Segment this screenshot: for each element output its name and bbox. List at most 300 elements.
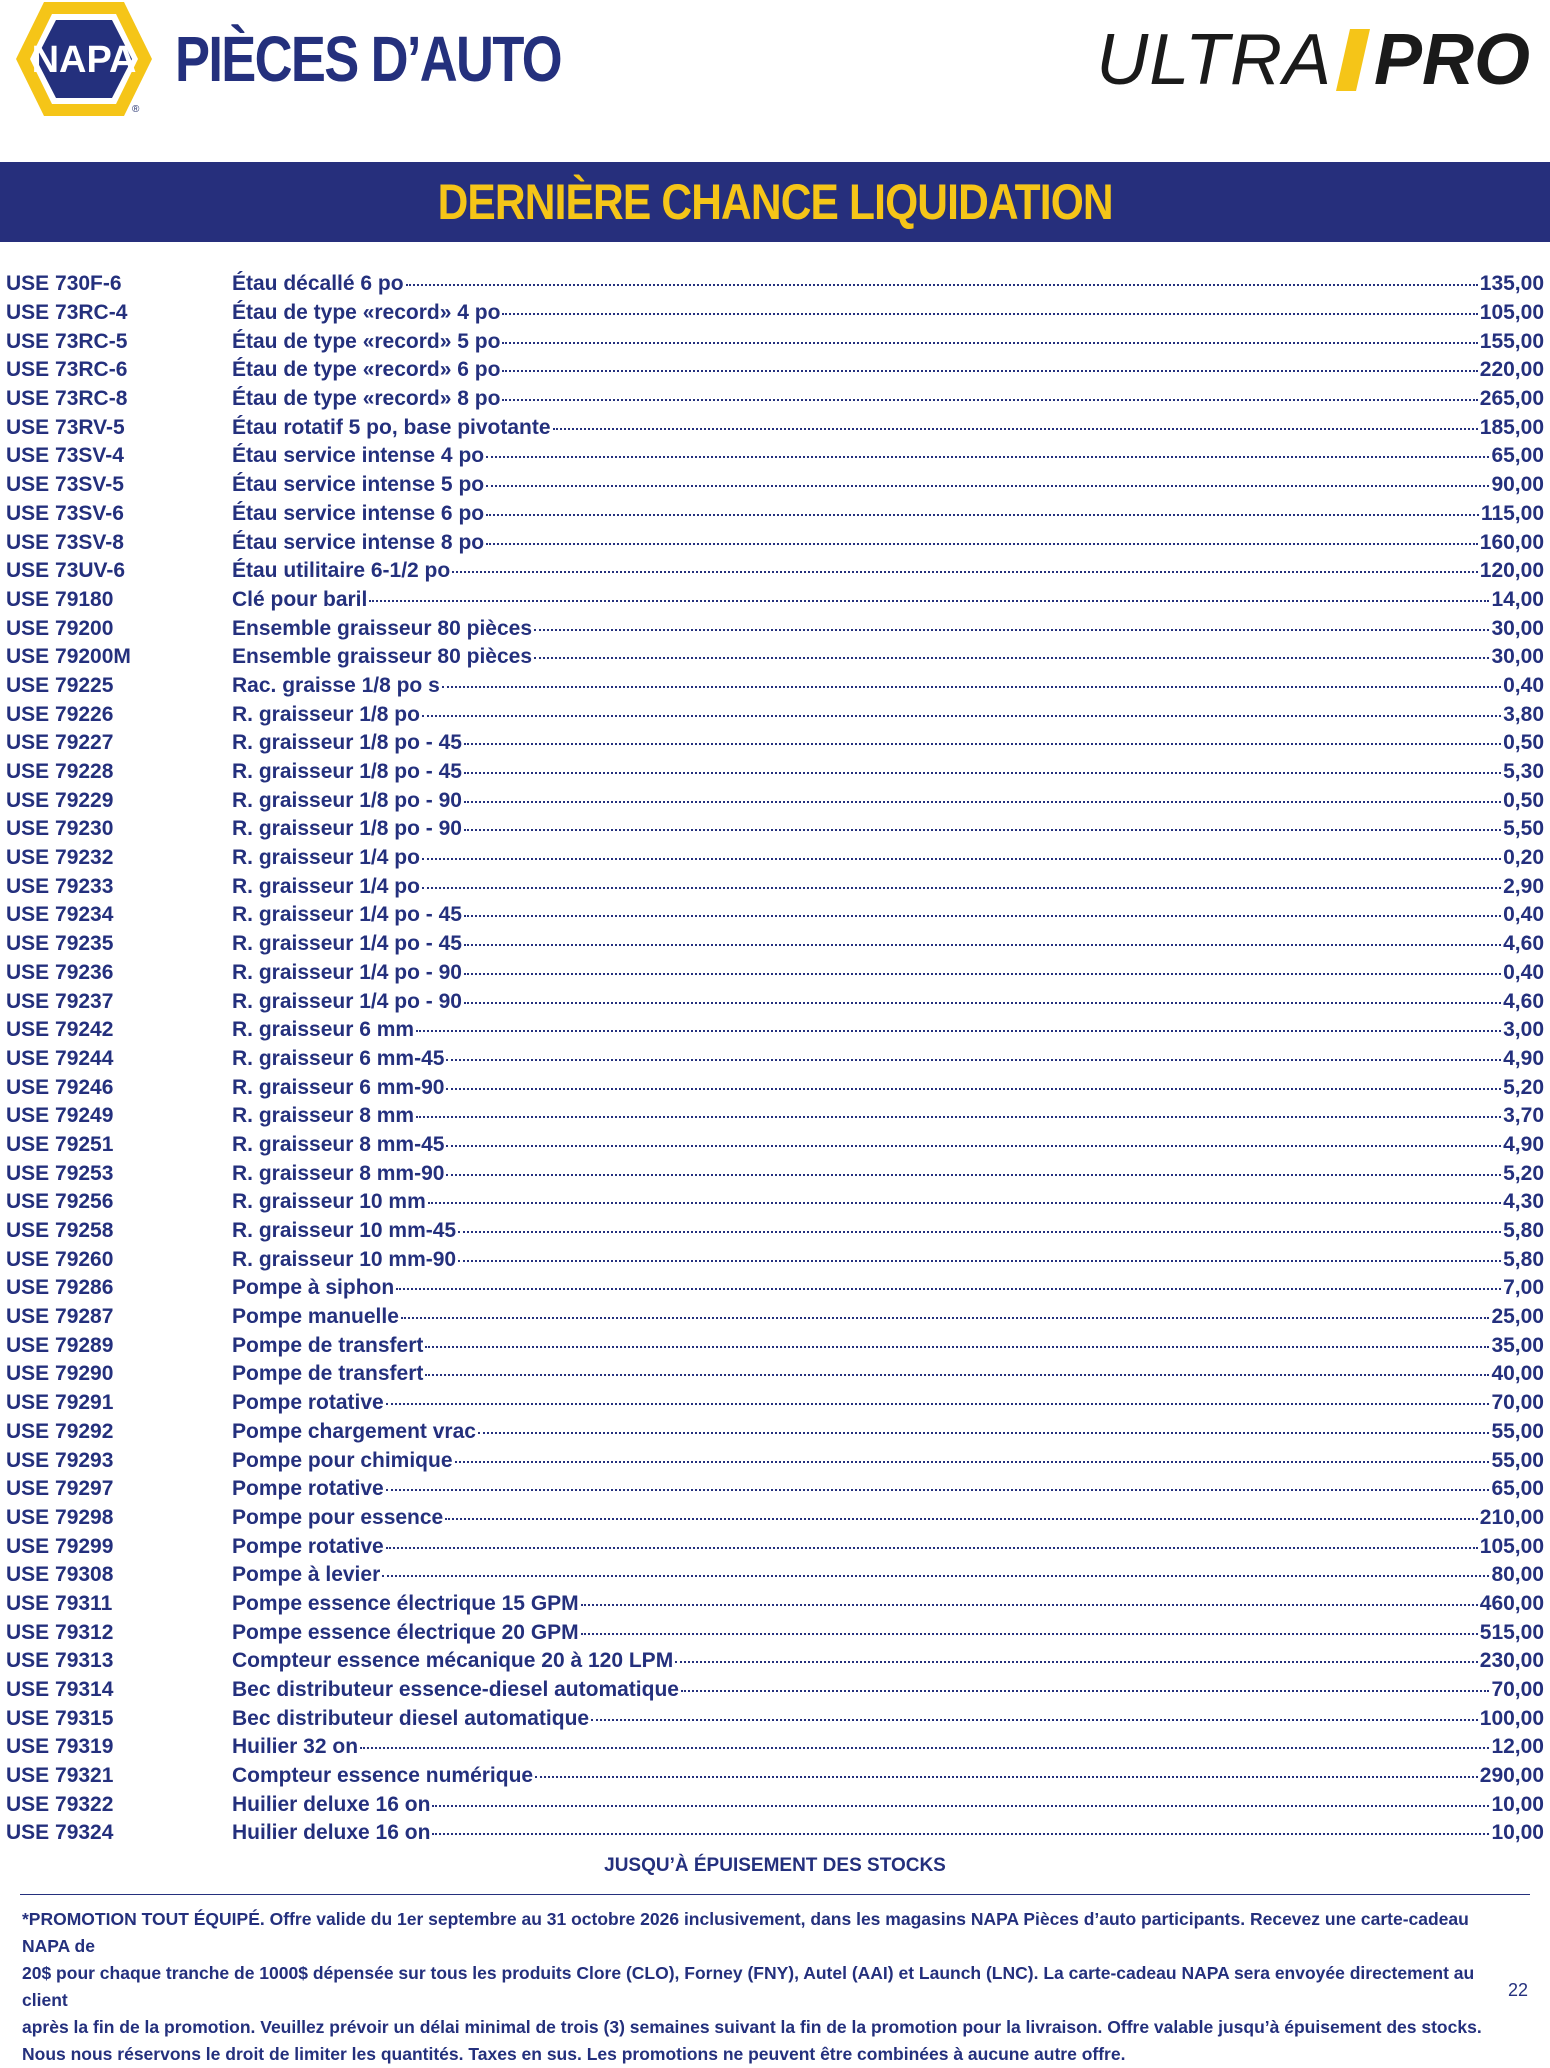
item-price: 4,90 [1503, 1046, 1544, 1070]
item-description: Pompe à siphon [232, 1276, 395, 1300]
item-description-line [232, 875, 1544, 899]
list-item [0, 959, 1550, 988]
ultra-text: ULTRA [1096, 20, 1332, 100]
item-description: Bec distributeur diesel automatique [232, 1706, 590, 1730]
list-item [0, 844, 1550, 873]
item-description-line [232, 1764, 1544, 1788]
item-description-line [232, 932, 1544, 956]
item-description: R. graisseur 8 mm [232, 1104, 415, 1128]
list-item [0, 586, 1550, 615]
list-item [0, 1159, 1550, 1188]
item-description: Pompe pour chimique [232, 1448, 453, 1472]
item-price: 3,00 [1503, 1018, 1544, 1042]
item-description-line [232, 760, 1544, 784]
item-description: R. graisseur 6 mm-45 [232, 1046, 445, 1070]
list-item [0, 1618, 1550, 1647]
list-item [0, 1016, 1550, 1045]
item-description: R. graisseur 1/4 po - 45 [232, 903, 462, 927]
dot-leader [422, 715, 1501, 717]
item-sku: USE 79233 [6, 874, 114, 898]
item-price: 0,40 [1503, 960, 1544, 984]
footnote-line-4: Nous nous réservons le droit de limiter les quantités. Taxes en sus. Les promotions ne peuvent être combinées à aucune autre offre. [22, 2044, 1126, 2064]
list-item [0, 872, 1550, 901]
item-description-line [232, 531, 1544, 555]
ultrapro-logo [1096, 20, 1530, 100]
item-description-line [232, 1391, 1544, 1415]
item-price: 115,00 [1480, 501, 1544, 525]
item-description-line [232, 387, 1544, 411]
dot-leader [486, 485, 1489, 487]
item-description-line [232, 1219, 1544, 1243]
item-description: Étau de type «record» 5 po [232, 329, 501, 353]
item-sku: USE 79235 [6, 932, 114, 956]
item-description: Compteur essence mécanique 20 à 120 LPM [232, 1649, 674, 1673]
item-description: Étau service intense 6 po [232, 501, 485, 525]
item-price: 460,00 [1479, 1591, 1544, 1615]
list-item [0, 1389, 1550, 1418]
item-sku: USE 73UV-6 [6, 559, 126, 583]
dot-leader [464, 801, 1501, 803]
list-item [0, 1676, 1550, 1705]
dot-leader [502, 399, 1477, 401]
item-price: 0,40 [1503, 903, 1544, 927]
list-item [0, 1303, 1550, 1332]
item-description: Huilier deluxe 16 on [232, 1821, 431, 1845]
item-price: 40,00 [1491, 1362, 1544, 1386]
item-price: 12,00 [1491, 1735, 1544, 1759]
item-sku: USE 79180 [6, 587, 114, 611]
list-item [0, 442, 1550, 471]
dot-leader [502, 370, 1477, 372]
footer-divider [20, 1894, 1530, 1895]
item-description-line [232, 1821, 1544, 1845]
list-item [0, 1733, 1550, 1762]
item-sku: USE 79289 [6, 1333, 114, 1357]
dot-leader [458, 1231, 1501, 1233]
item-price: 35,00 [1491, 1333, 1544, 1357]
list-item [0, 1331, 1550, 1360]
item-description: Étau utilitaire 6-1/2 po [232, 559, 451, 583]
item-description: Étau décallé 6 po [232, 272, 404, 296]
item-description: R. graisseur 1/4 po [232, 846, 420, 870]
item-description-line [232, 1649, 1544, 1673]
list-item [0, 815, 1550, 844]
item-price: 265,00 [1479, 387, 1544, 411]
dot-leader [382, 1575, 1489, 1577]
item-description-line [232, 416, 1544, 440]
item-sku: USE 79226 [6, 702, 114, 726]
item-sku: USE 79298 [6, 1505, 114, 1529]
dot-leader [535, 1776, 1478, 1778]
item-price: 155,00 [1479, 329, 1544, 353]
dot-leader [581, 1604, 1478, 1606]
item-description-line [232, 645, 1544, 669]
item-description: Pompe essence électrique 20 GPM [232, 1620, 579, 1644]
item-description: R. graisseur 1/4 po - 90 [232, 989, 462, 1013]
item-sku: USE 73RC-4 [6, 301, 128, 325]
list-item [0, 1790, 1550, 1819]
item-sku: USE 79251 [6, 1132, 114, 1156]
item-sku: USE 79297 [6, 1477, 114, 1501]
item-sku: USE 79230 [6, 817, 114, 841]
dot-leader [581, 1633, 1478, 1635]
item-sku: USE 79225 [6, 673, 114, 697]
dot-leader [401, 1317, 1490, 1319]
item-price: 5,30 [1503, 760, 1544, 784]
item-description-line [232, 588, 1544, 612]
item-description: Bec distributeur essence-diesel automatique [232, 1678, 679, 1702]
item-price: 90,00 [1491, 473, 1544, 497]
item-sku: USE 79287 [6, 1305, 114, 1329]
dot-leader [452, 571, 1478, 573]
item-price: 210,00 [1479, 1505, 1544, 1529]
item-description-line [232, 272, 1544, 296]
footnote-line-2: 20$ pour chaque tranche de 1000$ dépensée sur tous les produits Clore (CLO), Forney (FNY), Autel (AAI) et Launch (LNC). La carte-cadeau NAPA sera envoyée directement au client [22, 1963, 1475, 2010]
item-description: Étau service intense 4 po [232, 444, 485, 468]
list-item [0, 1475, 1550, 1504]
list-item [0, 1504, 1550, 1533]
dot-leader [534, 629, 1489, 631]
dot-leader [464, 915, 1501, 917]
item-description-line [232, 846, 1544, 870]
list-item [0, 1274, 1550, 1303]
page-header [0, 0, 1550, 160]
item-description-line [232, 1133, 1544, 1157]
item-description-line [232, 1563, 1544, 1587]
item-sku: USE 79313 [6, 1649, 114, 1673]
item-sku: USE 79299 [6, 1534, 114, 1558]
item-description-line [232, 990, 1544, 1014]
item-description-line [232, 1362, 1544, 1386]
item-sku: USE 79324 [6, 1821, 114, 1845]
item-description-line [232, 444, 1544, 468]
dot-leader [486, 543, 1478, 545]
dot-leader [681, 1690, 1489, 1692]
list-item [0, 471, 1550, 500]
list-item [0, 1217, 1550, 1246]
item-price: 0,50 [1503, 731, 1544, 755]
item-price: 0,50 [1503, 788, 1544, 812]
item-price: 70,00 [1491, 1678, 1544, 1702]
item-description-line [232, 1162, 1544, 1186]
item-price: 160,00 [1479, 530, 1544, 554]
item-description: R. graisseur 6 mm-90 [232, 1075, 445, 1099]
list-item [0, 1045, 1550, 1074]
item-price: 3,80 [1503, 702, 1544, 726]
list-item [0, 729, 1550, 758]
item-sku: USE 79246 [6, 1075, 114, 1099]
dot-leader [425, 1346, 1489, 1348]
list-item [0, 1245, 1550, 1274]
dot-leader [464, 743, 1501, 745]
pro-text: PRO [1373, 20, 1530, 100]
list-item [0, 1819, 1550, 1848]
list-item [0, 786, 1550, 815]
item-description-line [232, 1707, 1544, 1731]
item-price: 5,80 [1503, 1219, 1544, 1243]
item-description-line [232, 703, 1544, 727]
dot-leader [428, 1202, 1501, 1204]
dot-leader [464, 944, 1501, 946]
item-sku: USE 79290 [6, 1362, 114, 1386]
item-description-line [232, 1477, 1544, 1501]
item-sku: USE 79314 [6, 1678, 114, 1702]
item-price: 3,70 [1503, 1104, 1544, 1128]
item-description: Pompe essence électrique 15 GPM [232, 1591, 579, 1615]
item-description-line [232, 1592, 1544, 1616]
item-price: 30,00 [1491, 645, 1544, 669]
item-sku: USE 73SV-8 [6, 530, 124, 554]
item-sku: USE 79253 [6, 1161, 114, 1185]
item-description-line [232, 961, 1544, 985]
dot-leader [478, 1432, 1490, 1434]
item-description-line [232, 1334, 1544, 1358]
item-description: Pompe de transfert [232, 1362, 424, 1386]
dot-leader [386, 1403, 1490, 1405]
item-description: Étau rotatif 5 po, base pivotante [232, 415, 551, 439]
dot-leader [416, 1116, 1501, 1118]
item-description: R. graisseur 10 mm-45 [232, 1219, 457, 1243]
dot-leader [422, 887, 1501, 889]
page-number: 22 [1507, 1980, 1528, 2000]
item-price: 5,20 [1503, 1161, 1544, 1185]
item-description-line [232, 1104, 1544, 1128]
list-item [0, 1762, 1550, 1791]
item-sku: USE 73SV-4 [6, 444, 124, 468]
item-description: Pompe rotative [232, 1391, 384, 1415]
item-description: Étau de type «record» 6 po [232, 358, 501, 382]
item-sku: USE 79321 [6, 1764, 114, 1788]
footnote-line-1: *PROMOTION TOUT ÉQUIPÉ. Offre valide du 1er septembre au 31 octobre 2026 inclusivement, dans les magasins NAPA Pièces d’auto participants. Recevez une carte-cadeau NAPA de [22, 1909, 1469, 1956]
item-description-line [232, 301, 1544, 325]
item-description-line [232, 674, 1544, 698]
promo-footnote [22, 1906, 1502, 2068]
item-sku: USE 79200 [6, 616, 114, 640]
item-description-line [232, 502, 1544, 526]
item-sku: USE 730F-6 [6, 272, 122, 296]
registered-mark: ® [132, 104, 140, 115]
list-item [0, 327, 1550, 356]
list-item [0, 1131, 1550, 1160]
item-sku: USE 79315 [6, 1706, 114, 1730]
item-description: Étau service intense 5 po [232, 473, 485, 497]
item-sku: USE 73RC-6 [6, 358, 128, 382]
item-sku: USE 79286 [6, 1276, 114, 1300]
dot-leader [464, 772, 1501, 774]
item-description: R. graisseur 10 mm [232, 1190, 426, 1214]
dot-leader [425, 1374, 1489, 1376]
item-description: R. graisseur 1/4 po - 90 [232, 960, 462, 984]
item-description: Étau de type «record» 8 po [232, 387, 501, 411]
item-description: R. graisseur 1/8 po - 90 [232, 817, 462, 841]
dot-leader [458, 1260, 1501, 1262]
item-sku: USE 79227 [6, 731, 114, 755]
napa-logo-icon [14, 0, 154, 118]
list-item [0, 557, 1550, 586]
item-price: 0,20 [1503, 846, 1544, 870]
dot-leader [486, 514, 1479, 516]
stock-note: JUSQU’À ÉPUISEMENT DES STOCKS [604, 1855, 946, 1876]
item-description-line [232, 330, 1544, 354]
item-sku: USE 79242 [6, 1018, 114, 1042]
item-sku: USE 79319 [6, 1735, 114, 1759]
list-item [0, 1418, 1550, 1447]
item-price: 230,00 [1479, 1649, 1544, 1673]
dot-leader [386, 1489, 1490, 1491]
item-description-line [232, 1018, 1544, 1042]
list-item [0, 299, 1550, 328]
brand-title: PIÈCES D’AUTO [175, 23, 561, 95]
item-description: R. graisseur 1/8 po - 90 [232, 788, 462, 812]
item-price: 4,90 [1503, 1132, 1544, 1156]
item-description: R. graisseur 1/8 po - 45 [232, 731, 462, 755]
list-item [0, 672, 1550, 701]
dot-leader [432, 1805, 1489, 1807]
item-description: Rac. graisse 1/8 po s [232, 673, 440, 697]
dot-leader [486, 456, 1489, 458]
item-description: Pompe rotative [232, 1477, 384, 1501]
item-sku: USE 73RC-5 [6, 329, 128, 353]
item-description: Pompe pour essence [232, 1505, 444, 1529]
item-description: Huilier deluxe 16 on [232, 1792, 431, 1816]
item-description: R. graisseur 8 mm-90 [232, 1161, 445, 1185]
item-sku: USE 79244 [6, 1046, 114, 1070]
list-item [0, 901, 1550, 930]
item-price: 135,00 [1479, 272, 1544, 296]
clearance-banner [0, 162, 1550, 242]
list-item [0, 500, 1550, 529]
item-price: 80,00 [1491, 1563, 1544, 1587]
item-description-line [232, 1047, 1544, 1071]
list-item [0, 930, 1550, 959]
item-description: R. graisseur 1/4 po [232, 874, 420, 898]
item-description-line [232, 1621, 1544, 1645]
item-price: 105,00 [1479, 301, 1544, 325]
item-sku: USE 79249 [6, 1104, 114, 1128]
item-sku: USE 79291 [6, 1391, 114, 1415]
item-description-line [232, 1449, 1544, 1473]
dot-leader [369, 600, 1489, 602]
slash-icon [1336, 29, 1370, 91]
footnote-line-3: après la fin de la promotion. Veuillez prévoir un délai minimal de trois (3) semaines suivant la fin de la promotion pour la livraison. Offre valable jusqu’à épuisement des stocks. [22, 2017, 1482, 2037]
item-description: Ensemble graisseur 80 pièces [232, 616, 532, 640]
item-description: Étau de type «record» 4 po [232, 301, 501, 325]
item-description-line [232, 473, 1544, 497]
item-price: 105,00 [1479, 1534, 1544, 1558]
item-price: 7,00 [1503, 1276, 1544, 1300]
item-sku: USE 73SV-5 [6, 473, 124, 497]
item-price: 10,00 [1491, 1821, 1544, 1845]
dot-leader [502, 342, 1477, 344]
item-description-line [232, 358, 1544, 382]
list-item [0, 356, 1550, 385]
dot-leader [455, 1461, 1490, 1463]
dot-leader [446, 1174, 1501, 1176]
item-description-line [232, 559, 1544, 583]
dot-leader [442, 686, 1501, 688]
list-item [0, 643, 1550, 672]
dot-leader [675, 1661, 1478, 1663]
list-item [0, 1704, 1550, 1733]
item-price: 290,00 [1479, 1764, 1544, 1788]
dot-leader [553, 428, 1478, 430]
dot-leader [422, 858, 1501, 860]
item-price: 10,00 [1491, 1792, 1544, 1816]
item-sku: USE 73SV-6 [6, 501, 124, 525]
item-price: 65,00 [1491, 444, 1544, 468]
item-description-line [232, 1190, 1544, 1214]
item-description: R. graisseur 1/4 po - 45 [232, 932, 462, 956]
item-description-line [232, 731, 1544, 755]
item-description: R. graisseur 10 mm-90 [232, 1247, 457, 1271]
item-description: R. graisseur 8 mm-45 [232, 1132, 445, 1156]
item-sku: USE 79312 [6, 1620, 114, 1644]
item-price: 5,20 [1503, 1075, 1544, 1099]
list-item [0, 1561, 1550, 1590]
list-item [0, 987, 1550, 1016]
item-sku: USE 79228 [6, 760, 114, 784]
item-description-line [232, 1305, 1544, 1329]
item-description-line [232, 1735, 1544, 1759]
dot-leader [432, 1833, 1489, 1835]
item-description: R. graisseur 6 mm [232, 1018, 415, 1042]
dot-leader [534, 657, 1489, 659]
dot-leader [464, 829, 1501, 831]
item-sku: USE 79260 [6, 1247, 114, 1271]
item-sku: USE 79256 [6, 1190, 114, 1214]
item-description-line [232, 1535, 1544, 1559]
item-sku: USE 79200M [6, 645, 131, 669]
item-sku: USE 79293 [6, 1448, 114, 1472]
item-price: 4,60 [1503, 932, 1544, 956]
dot-leader [396, 1288, 1501, 1290]
item-description: Huilier 32 on [232, 1735, 359, 1759]
list-item [0, 758, 1550, 787]
item-description-line [232, 1248, 1544, 1272]
list-item [0, 528, 1550, 557]
item-price: 14,00 [1491, 587, 1544, 611]
dot-leader [446, 1088, 1501, 1090]
item-price: 4,30 [1503, 1190, 1544, 1214]
item-price: 30,00 [1491, 616, 1544, 640]
banner-title: DERNIÈRE CHANCE LIQUIDATION [437, 174, 1113, 230]
item-description: Compteur essence numérique [232, 1764, 534, 1788]
item-price: 185,00 [1479, 415, 1544, 439]
item-price: 120,00 [1479, 559, 1544, 583]
list-item [0, 1446, 1550, 1475]
item-description: Pompe manuelle [232, 1305, 399, 1329]
item-sku: USE 79236 [6, 960, 114, 984]
item-description: Pompe chargement vrac [232, 1419, 476, 1443]
item-price: 220,00 [1479, 358, 1544, 382]
list-item [0, 614, 1550, 643]
item-price: 4,60 [1503, 989, 1544, 1013]
list-item [0, 1360, 1550, 1389]
list-item [0, 1188, 1550, 1217]
item-description-line [232, 1678, 1544, 1702]
item-description: Ensemble graisseur 80 pièces [232, 645, 532, 669]
item-description: R. graisseur 1/8 po - 45 [232, 760, 462, 784]
list-item [0, 1647, 1550, 1676]
item-price: 5,80 [1503, 1247, 1544, 1271]
dot-leader [416, 1030, 1501, 1032]
item-description-line [232, 1793, 1544, 1817]
item-description: Pompe à levier [232, 1563, 381, 1587]
item-price: 65,00 [1491, 1477, 1544, 1501]
item-price: 25,00 [1491, 1305, 1544, 1329]
item-price: 100,00 [1479, 1706, 1544, 1730]
napa-logo-text: NAPA [31, 39, 137, 81]
